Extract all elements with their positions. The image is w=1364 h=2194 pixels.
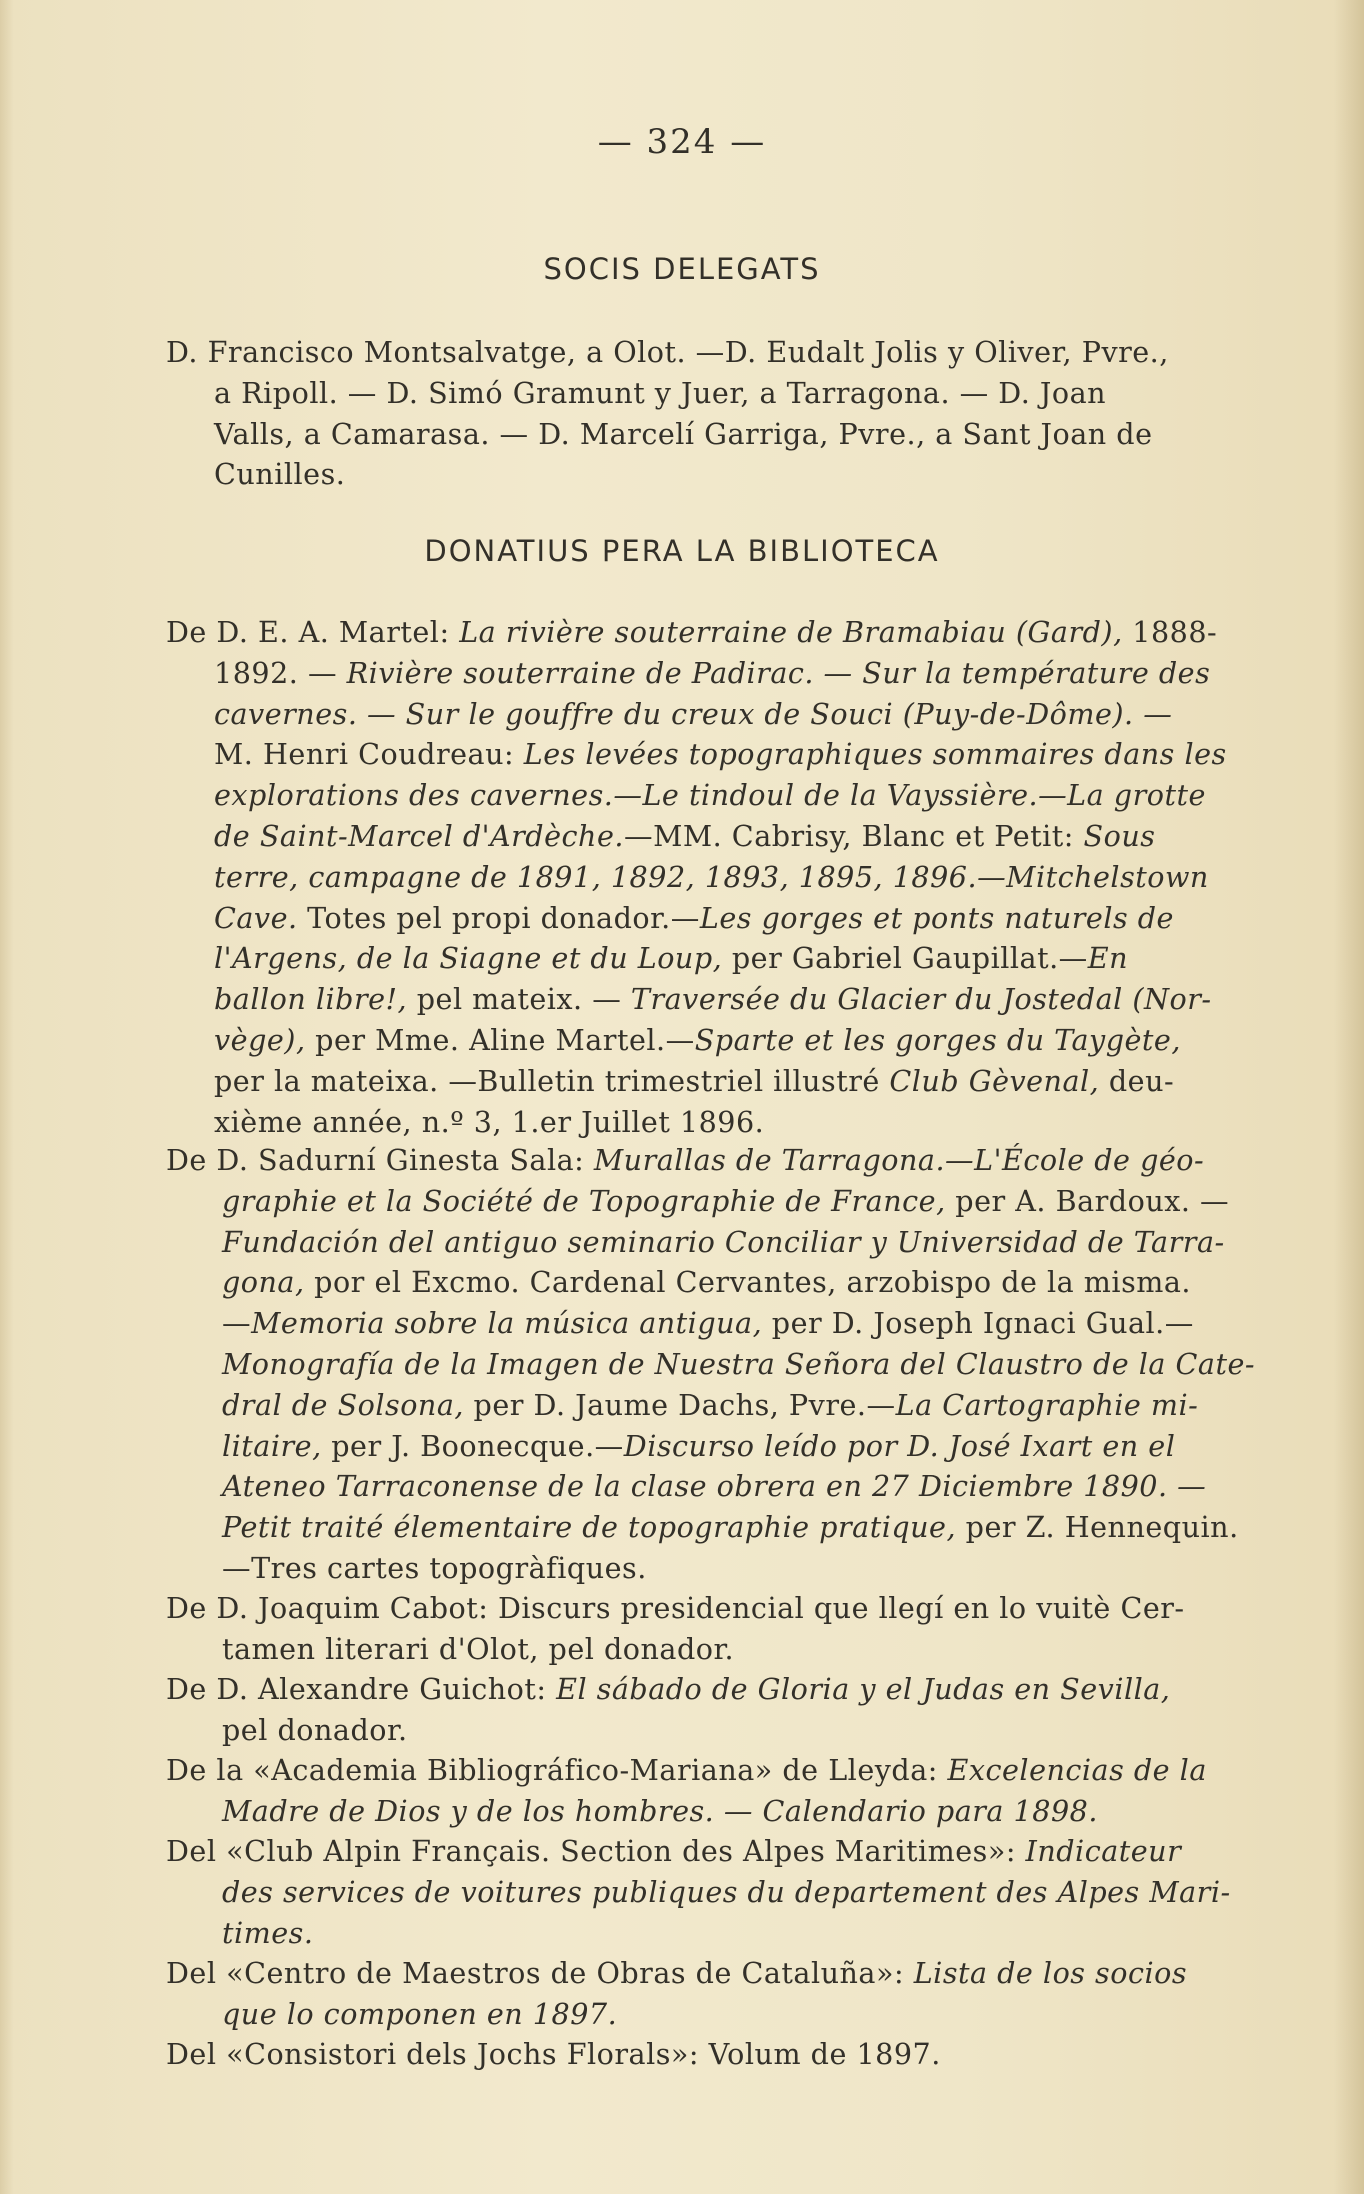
donation-entry-martel xyxy=(166,612,1246,1142)
page-number: — 324 — xyxy=(597,122,767,162)
text-line: Del «Centro de Maestros de Obras de Cataluña»: Lista de los socios xyxy=(166,1956,1187,1990)
page-edge-shadow-left xyxy=(0,0,14,2194)
page-edge-shadow-right xyxy=(1334,0,1364,2194)
text-line: Madre de Dios y de los hombres. — Calendario para 1898. xyxy=(222,1793,1098,1828)
text-line: De D. Alexandre Guichot: El sábado de Gloria y el Judas en Sevilla, xyxy=(166,1672,1171,1706)
text-line: times. xyxy=(222,1915,314,1950)
text-line: M. Henri Coudreau: Les levées topographiques sommaires dans les xyxy=(214,737,1227,772)
text-line: D. Francisco Montsalvatge, a Olot. —D. Eudalt Jolis y Oliver, Pvre., xyxy=(166,335,1169,369)
text-line: De D. Joaquim Cabot: Discurs presidencial que llegí en lo vuitè Cer- xyxy=(166,1591,1185,1625)
donation-entry-cabot xyxy=(166,1588,1246,1670)
text-line: des services de voitures publiques du departement des Alpes Mari- xyxy=(222,1874,1231,1909)
text-line: Petit traité élementaire de topographie pratique, per Z. Hennequin. xyxy=(222,1510,1239,1545)
text-line: graphie et la Société de Topographie de France, per A. Bardoux. — xyxy=(222,1183,1230,1218)
text-line: De D. Sadurní Ginesta Sala: Murallas de Tarragona.—L'École de géo- xyxy=(166,1143,1205,1177)
text-line: De D. E. A. Martel: La rivière souterraine de Bramabiau (Gard), 1888- xyxy=(166,615,1218,649)
text-line: cavernes. — Sur le gouffre du creux de Souci (Puy-de-Dôme). — xyxy=(214,696,1173,731)
text-line: pel donador. xyxy=(222,1712,408,1747)
text-line: per la mateixa. —Bulletin trimestriel illustré Club Gèvenal, deu- xyxy=(214,1063,1175,1098)
text-line: —Tres cartes topogràfiques. xyxy=(222,1550,647,1585)
text-line: 1892. — Rivière souterraine de Padirac. — Sur la température des xyxy=(214,655,1211,690)
text-line: tamen literari d'Olot, pel donador. xyxy=(222,1631,735,1666)
donation-entry-consistori xyxy=(166,2034,1246,2075)
text-line: Monografía de la Imagen de Nuestra Señora del Claustro de la Cate- xyxy=(222,1346,1256,1381)
donation-entry-club-alpin xyxy=(166,1831,1246,1953)
donation-entry-ginesta xyxy=(166,1140,1256,1589)
donation-entry-guichot xyxy=(166,1669,1246,1751)
section-heading-socis-delegats: SOCIS DELEGATS xyxy=(543,252,821,286)
text-line: Del «Consistori dels Jochs Florals»: Volum de 1897. xyxy=(166,2037,941,2071)
socis-delegats-paragraph xyxy=(166,332,1246,495)
text-line: De la «Academia Bibliográfico-Mariana» de Lleyda: Excelencias de la xyxy=(166,1753,1207,1787)
text-line: ballon libre!, pel mateix. — Traversée du Glacier du Jostedal (Nor- xyxy=(214,982,1212,1017)
donation-entry-centro-maestros xyxy=(166,1953,1246,2035)
text-line: Valls, a Camarasa. — D. Marcelí Garriga, Pvre., a Sant Joan de xyxy=(214,416,1153,451)
text-line: a Ripoll. — D. Simó Gramunt y Juer, a Tarragona. — D. Joan xyxy=(214,375,1107,410)
donation-entry-academia xyxy=(166,1750,1246,1832)
text-line: vège), per Mme. Aline Martel.—Sparte et les gorges du Taygète, xyxy=(214,1022,1181,1057)
section-heading-donatius: DONATIUS PERA LA BIBLIOTECA xyxy=(424,534,940,568)
text-line: litaire, per J. Boonecque.—Discurso leído por D. José Ixart en el xyxy=(222,1428,1176,1463)
text-line: explorations des cavernes.—Le tindoul de la Vayssière.—La grotte xyxy=(214,778,1206,813)
text-line: Ateneo Tarraconense de la clase obrera en 27 Diciembre 1890. — xyxy=(222,1469,1207,1504)
text-line: Cunilles. xyxy=(214,457,346,492)
text-line: l'Argens, de la Siagne et du Loup, per Gabriel Gaupillat.—En xyxy=(214,941,1129,976)
text-line: xième année, n.º 3, 1.er Juillet 1896. xyxy=(214,1104,765,1139)
text-line: Del «Club Alpin Français. Section des Alpes Maritimes»: Indicateur xyxy=(166,1834,1182,1868)
text-line: gona, por el Excmo. Cardenal Cervantes, arzobispo de la misma. xyxy=(222,1265,1191,1300)
text-line: de Saint-Marcel d'Ardèche.—MM. Cabrisy, Blanc et Petit: Sous xyxy=(214,818,1156,853)
text-line: que lo componen en 1897. xyxy=(222,1996,618,2031)
text-line: terre, campagne de 1891, 1892, 1893, 1895, 1896.—Mitchelstown xyxy=(214,859,1209,894)
text-line: dral de Solsona, per D. Jaume Dachs, Pvre.—La Cartographie mi- xyxy=(222,1387,1199,1422)
text-line: —Memoria sobre la música antigua, per D. Joseph Ignaci Gual.— xyxy=(222,1306,1194,1341)
text-line: Cave. Totes pel propi donador.—Les gorges et ponts naturels de xyxy=(214,900,1174,935)
text-line: Fundación del antiguo seminario Conciliar y Universidad de Tarra- xyxy=(222,1224,1225,1259)
